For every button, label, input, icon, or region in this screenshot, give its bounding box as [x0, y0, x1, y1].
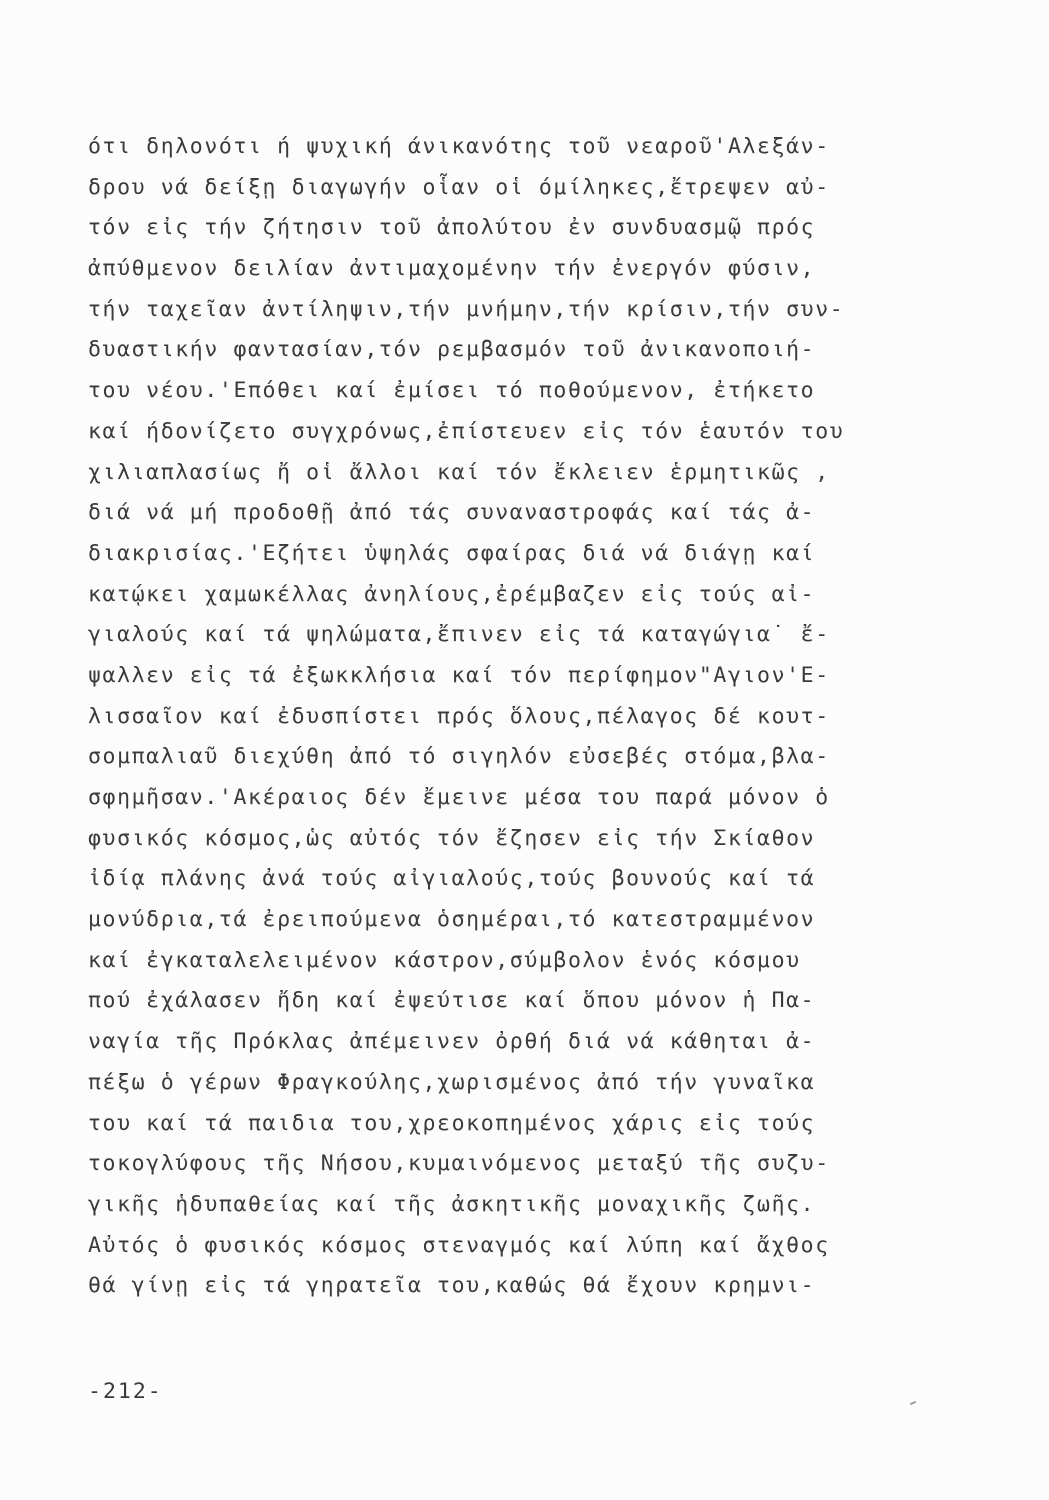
text-line: μονύδρια,τά ἐρειπούμενα ὁσημέραι,τό κατεστραμμένον — [88, 907, 816, 933]
text-line: τόν εἰς τήν ζήτησιν τοῦ ἀπολύτου ἐν συνδυασμῷ πρός — [88, 215, 816, 241]
text-line: του νέου.'Επόθει καί ἐμίσει τό ποθούμενον, ἐτήκετο — [88, 378, 816, 404]
text-line: τοκογλύφους τῆς Νήσου,κυμαινόμενος μεταξύ τῆς συζυ- — [88, 1151, 830, 1177]
text-line: του καί τά παιδια του,χρεοκοπημένος χάρις εἰς τούς — [88, 1110, 816, 1136]
text-line: γικῆς ἡδυπαθείας καί τῆς ἀσκητικῆς μοναχικῆς ζωῆς. — [88, 1191, 816, 1217]
page-number: -212- — [88, 1379, 163, 1404]
text-line: πέξω ὁ γέρων Φραγκούλης,χωρισμένος ἀπό τήν γυναῖκα — [88, 1069, 816, 1095]
text-line: ότι δηλονότι ή ψυχική άνικανότης τοῦ νεαροῦ'Αλεξάν- — [88, 134, 830, 159]
text-line: κατῴκει χαμωκέλλας ἀνηλίους,ἐρέμβαζεν εἰς τούς αἰ- — [88, 581, 816, 607]
text-line: διακρισίας.'Εζήτει ὑψηλάς σφαίρας διά νά διάγῃ καί — [88, 540, 816, 566]
ink-speck — [910, 1401, 916, 1405]
text-line: θά γίνῃ εἰς τά γηρατεῖα του,καθώς θά ἔχουν κρημνι- — [88, 1273, 816, 1299]
text-line: ναγία τῆς Πρόκλας ἀπέμεινεν ὀρθή διά νά κάθηται ἀ- — [88, 1029, 816, 1055]
text-line: σομπαλιαῦ διεχύθη ἀπό τό σιγηλόν εὐσεβές στόμα,βλα- — [88, 744, 830, 770]
text-line: ψαλλεν εἰς τά ἐξωκκλήσια καί τόν περίφημον"Αγιον'Ε- — [88, 662, 830, 688]
text-line: τήν ταχεῖαν ἀντίληψιν,τήν μνήμην,τήν κρίσιν,τήν συν- — [88, 296, 845, 322]
text-line: σφημῆσαν.'Ακέραιος δέν ἔμεινε μέσα του παρά μόνον ὁ — [88, 785, 830, 810]
text-line: Αὐτός ὁ φυσικός κόσμος στεναγμός καί λύπη καί ἄχθος — [88, 1232, 830, 1258]
text-line: λισσαῖον καί ἐδυσπίστει πρός ὅλους,πέλαγος δέ κουτ- — [88, 703, 830, 729]
body-text — [88, 127, 988, 1307]
text-line: ἀπύθμενον δειλίαν ἀντιμαχομένην τήν ἐνεργόν φύσιν, — [88, 256, 816, 282]
text-line: δυαστικήν φαντασίαν,τόν ρεμβασμόν τοῦ ἀνικανοποιή- — [88, 337, 816, 363]
text-line: καί ήδονίζετο συγχρόνως,ἐπίστευεν εἰς τόν ἑαυτόν του — [88, 418, 845, 444]
text-line: καί ἐγκαταλελειμένον κάστρον,σύμβολον ἑνός κόσμου — [88, 947, 801, 973]
text-line: χιλιαπλασίως ἤ οἱ ἄλλοι καί τόν ἔκλειεν ἑρμητικῶς , — [88, 459, 830, 485]
text-line: ἰδίᾳ πλάνης ἀνά τούς αἰγιαλούς,τούς βουνούς καί τά — [88, 866, 816, 892]
text-line: φυσικός κόσμος,ὡς αὐτός τόν ἔζησεν εἰς τήν Σκίαθον — [88, 825, 816, 851]
text-line: γιαλούς καί τά ψηλώματα,ἔπινεν εἰς τά καταγώγια˙ ἔ- — [88, 622, 830, 648]
text-line: διά νά μή προδοθῇ ἀπό τάς συναναστροφάς καί τάς ἀ- — [88, 500, 816, 526]
text-line: πού ἐχάλασεν ἤδη καί ἐψεύτισε καί ὅπου μόνον ἡ Πα- — [88, 988, 816, 1014]
text-line: δρου νά δείξῃ διαγωγήν οἷαν οἱ όμίληκες,ἔτρεψεν αὐ- — [88, 174, 830, 200]
